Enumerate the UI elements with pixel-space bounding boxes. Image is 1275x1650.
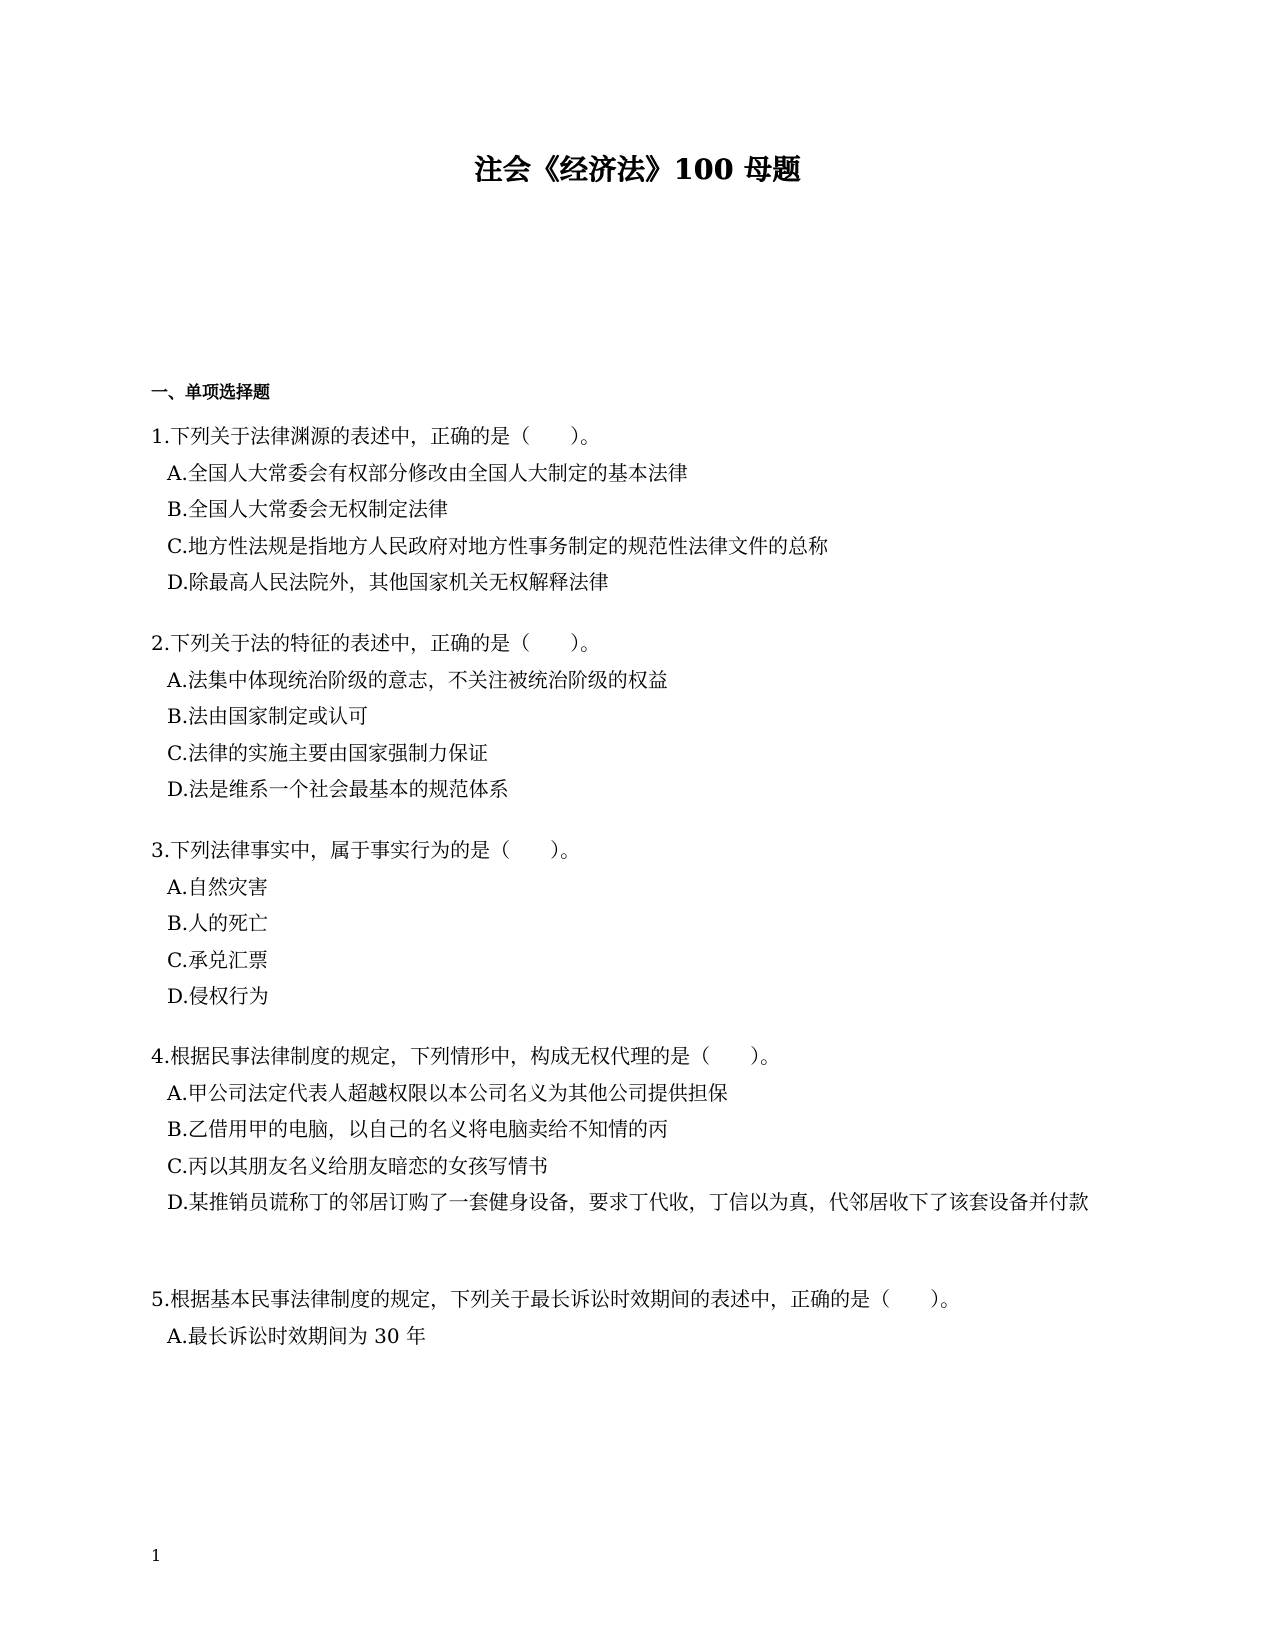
page-number: 1 (151, 1546, 162, 1565)
option-c: C.法律的实施主要由国家强制力保证 (167, 740, 488, 765)
option-a: A.甲公司法定代表人超越权限以本公司名义为其他公司提供担保 (167, 1080, 728, 1105)
option-list (151, 1318, 1131, 1355)
option-c: C.承兑汇票 (167, 947, 268, 972)
option-a: A.最长诉讼时效期间为 30 年 (167, 1323, 426, 1348)
option-list (151, 662, 1131, 808)
option-d: D.法是维系一个社会最基本的规范体系 (167, 777, 509, 801)
option-b: B.人的死亡 (167, 911, 269, 935)
question-stem: 1.下列关于法律渊源的表述中，正确的是（ ）。 (151, 424, 601, 448)
question-stem: 5.根据基本民事法律制度的规定，下列关于最长诉讼时效期间的表述中，正确的是（ ）。 (151, 1287, 961, 1311)
section-heading: 一、单项选择题 (151, 383, 270, 403)
option-c: C.丙以其朋友名义给朋友暗恋的女孩写情书 (167, 1153, 548, 1178)
question-item (151, 1281, 1131, 1354)
option-b: B.乙借用甲的电脑，以自己的名义将电脑卖给不知情的丙 (167, 1117, 669, 1141)
page-title: 注会《经济法》100 母题 (474, 153, 801, 186)
question-stem: 4.根据民事法律制度的规定，下列情形中，构成无权代理的是（ ）。 (151, 1044, 781, 1068)
option-a: A.全国人大常委会有权部分修改由全国人大制定的基本法律 (167, 460, 688, 485)
option-list (151, 1075, 1131, 1221)
option-b: B.全国人大常委会无权制定法律 (167, 497, 449, 521)
question-stem: 2.下列关于法的特征的表述中，正确的是（ ）。 (151, 631, 601, 655)
option-d: D.某推销员谎称丁的邻居订购了一套健身设备，要求丁代收，丁信以为真，代邻居收下了该套设备并付款 (167, 1190, 1089, 1214)
question-item (151, 418, 1131, 601)
option-d: D.除最高人民法院外，其他国家机关无权解释法律 (167, 570, 609, 594)
option-a: A.法集中体现统治阶级的意志，不关注被统治阶级的权益 (167, 667, 668, 692)
option-list (151, 869, 1131, 1015)
question-item (151, 1038, 1131, 1221)
question-item (151, 625, 1131, 808)
question-item (151, 832, 1131, 1015)
option-a: A.自然灾害 (167, 874, 268, 899)
option-b: B.法由国家制定或认可 (167, 704, 369, 728)
option-list (151, 455, 1131, 601)
option-c: C.地方性法规是指地方人民政府对地方性事务制定的规范性法律文件的总称 (167, 533, 828, 558)
option-d: D.侵权行为 (167, 984, 269, 1008)
question-stem: 3.下列法律事实中，属于事实行为的是（ ）。 (151, 838, 581, 862)
